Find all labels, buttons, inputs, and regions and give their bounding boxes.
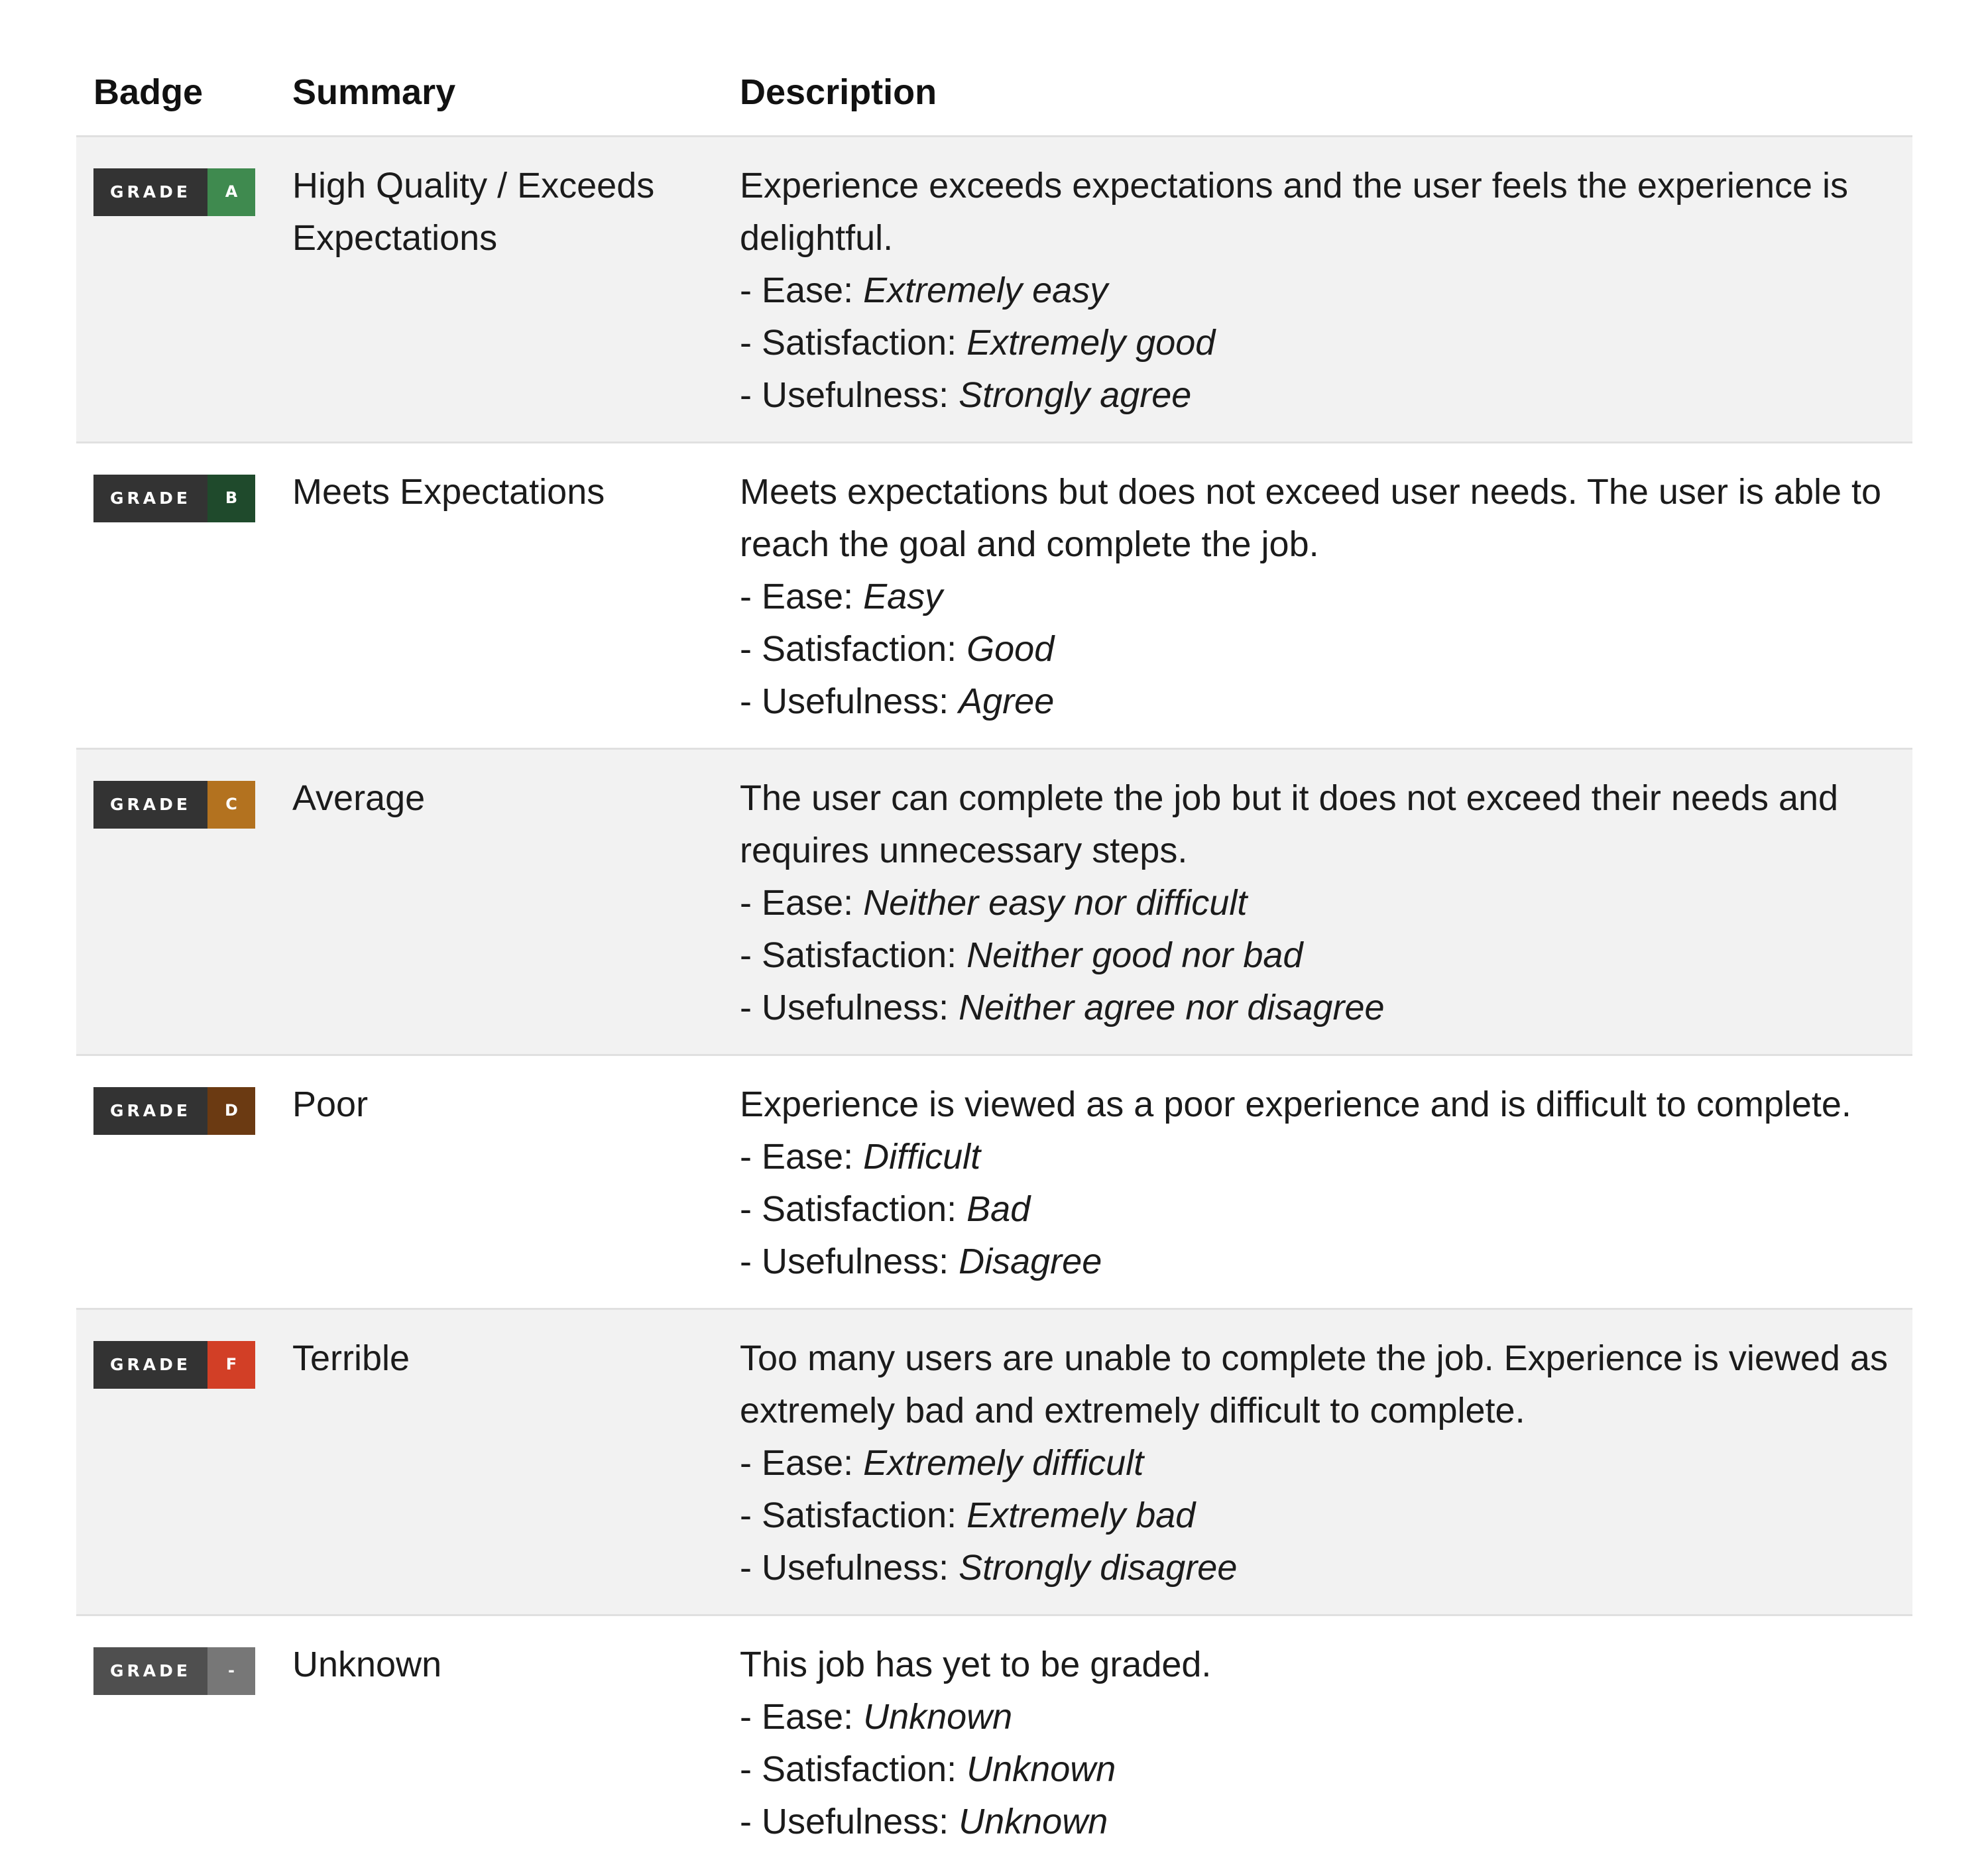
metric-label: - Usefulness: (740, 1802, 959, 1841)
metric-value: Neither easy nor difficult (863, 883, 1247, 923)
badge-cell (76, 749, 275, 1055)
metric-label: - Satisfaction: (740, 935, 966, 975)
metric-value: Unknown (966, 1749, 1116, 1789)
metric-label: - Satisfaction: (740, 1749, 966, 1789)
description-text: This job has yet to be graded. (740, 1639, 1912, 1691)
grade-badge (93, 1087, 255, 1135)
metric-value: Agree (959, 681, 1054, 721)
metric-value: Difficult (863, 1137, 980, 1177)
metric-value: Strongly agree (959, 375, 1191, 415)
badge-grade: A (207, 168, 255, 216)
metric-label: - Usefulness: (740, 1242, 959, 1281)
metric-value: Extremely good (966, 323, 1215, 363)
table-header-row (76, 46, 1912, 137)
table-row-grade-b (76, 443, 1912, 749)
summary-cell: Unknown (275, 1615, 723, 1868)
metric-label: - Satisfaction: (740, 323, 966, 363)
table-row-grade-f (76, 1309, 1912, 1615)
metric-label: - Ease: (740, 270, 863, 310)
metric-value: Neither good nor bad (966, 935, 1303, 975)
summary-cell: Average (275, 749, 723, 1055)
metric-satisfaction (740, 929, 1912, 982)
badge-label: GRADE (93, 1647, 207, 1695)
metric-value: Unknown (863, 1697, 1012, 1737)
badge-grade: C (207, 781, 255, 829)
metric-usefulness (740, 369, 1912, 422)
description-column-header: Description (723, 46, 1912, 137)
metric-label: - Usefulness: (740, 1548, 959, 1588)
description-cell (723, 1055, 1912, 1309)
description-cell (723, 443, 1912, 749)
badge-grade: - (207, 1647, 255, 1695)
metric-value: Unknown (959, 1802, 1108, 1841)
metric-label: - Usefulness: (740, 988, 959, 1027)
badge-column-header: Badge (76, 46, 275, 137)
description-cell (723, 1615, 1912, 1868)
metric-value: Neither agree nor disagree (959, 988, 1384, 1027)
badge-label: GRADE (93, 168, 207, 216)
metric-value: Easy (863, 577, 943, 616)
badge-label: GRADE (93, 1087, 207, 1135)
badge-label: GRADE (93, 781, 207, 829)
badge-label: GRADE (93, 475, 207, 522)
badge-grade: D (207, 1087, 255, 1135)
table-row-grade-unknown (76, 1615, 1912, 1868)
summary-cell: Terrible (275, 1309, 723, 1615)
metric-label: - Usefulness: (740, 375, 959, 415)
grade-badge (93, 168, 255, 216)
metric-usefulness (740, 1796, 1912, 1848)
metric-satisfaction (740, 317, 1912, 369)
metric-ease (740, 1691, 1912, 1743)
metric-satisfaction (740, 1183, 1912, 1236)
grade-badge (93, 781, 255, 829)
metric-satisfaction (740, 1743, 1912, 1796)
badge-cell (76, 1055, 275, 1309)
metric-value: Disagree (959, 1242, 1102, 1281)
metric-ease (740, 571, 1912, 623)
metric-label: - Ease: (740, 883, 863, 923)
metric-label: - Ease: (740, 1443, 863, 1483)
metric-ease (740, 1437, 1912, 1489)
metric-ease (740, 264, 1912, 317)
description-text: Too many users are unable to complete the job. Experience is viewed as extremely bad and extremely difficult to complete. (740, 1332, 1912, 1437)
metric-label: - Satisfaction: (740, 1189, 966, 1229)
summary-cell: High Quality / Exceeds Expectations (275, 137, 723, 443)
metric-value: Bad (966, 1189, 1030, 1229)
grades-table (76, 46, 1912, 1868)
metric-ease (740, 1131, 1912, 1183)
summary-cell: Poor (275, 1055, 723, 1309)
grade-badge (93, 1647, 255, 1695)
metric-satisfaction (740, 1489, 1912, 1542)
description-text: Experience is viewed as a poor experience and is difficult to complete. (740, 1079, 1912, 1131)
grade-badge (93, 1341, 255, 1389)
metric-label: - Ease: (740, 1137, 863, 1177)
summary-cell: Meets Expectations (275, 443, 723, 749)
badge-cell (76, 1309, 275, 1615)
table-row-grade-a (76, 137, 1912, 443)
metric-usefulness (740, 1236, 1912, 1288)
description-text: Experience exceeds expectations and the user feels the experience is delightful. (740, 160, 1912, 264)
description-cell (723, 137, 1912, 443)
summary-column-header: Summary (275, 46, 723, 137)
badge-cell (76, 137, 275, 443)
badge-label: GRADE (93, 1341, 207, 1389)
table-row-grade-c (76, 749, 1912, 1055)
description-text: Meets expectations but does not exceed user needs. The user is able to reach the goal and complete the job. (740, 466, 1912, 571)
description-cell (723, 749, 1912, 1055)
metric-label: - Ease: (740, 577, 863, 616)
metric-value: Good (966, 629, 1054, 669)
grade-badge (93, 475, 255, 522)
badge-grade: F (207, 1341, 255, 1389)
badge-grade: B (207, 475, 255, 522)
metric-usefulness (740, 982, 1912, 1034)
description-cell (723, 1309, 1912, 1615)
badge-cell (76, 1615, 275, 1868)
metric-label: - Usefulness: (740, 681, 959, 721)
description-text: The user can complete the job but it does not exceed their needs and requires unnecessary steps. (740, 772, 1912, 877)
metric-value: Extremely bad (966, 1495, 1195, 1535)
metric-label: - Satisfaction: (740, 629, 966, 669)
metric-ease (740, 877, 1912, 929)
metric-label: - Ease: (740, 1697, 863, 1737)
metric-usefulness (740, 1542, 1912, 1594)
metric-usefulness (740, 675, 1912, 728)
metric-satisfaction (740, 623, 1912, 675)
metric-value: Extremely difficult (863, 1443, 1143, 1483)
badge-cell (76, 443, 275, 749)
metric-value: Strongly disagree (959, 1548, 1237, 1588)
metric-label: - Satisfaction: (740, 1495, 966, 1535)
table-row-grade-d (76, 1055, 1912, 1309)
metric-value: Extremely easy (863, 270, 1108, 310)
